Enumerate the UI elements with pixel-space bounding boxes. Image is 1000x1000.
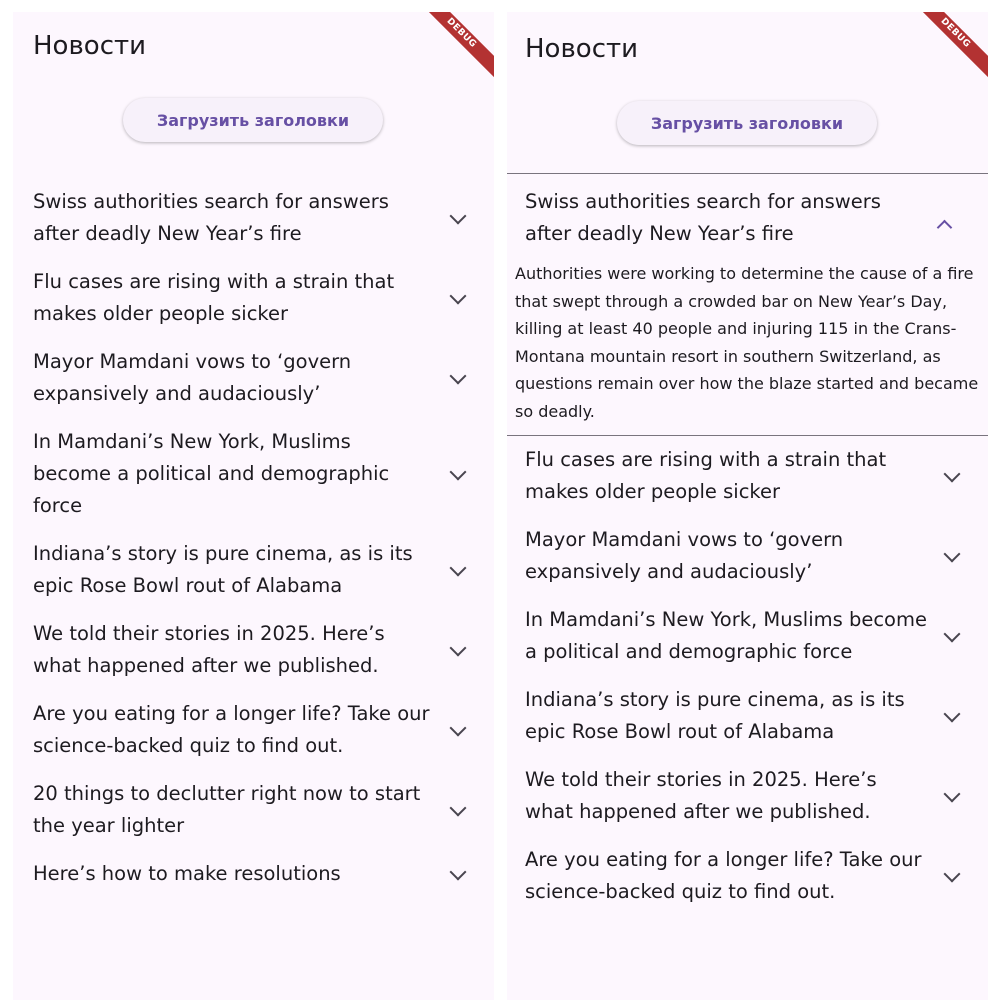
list-item[interactable]: [13, 258, 494, 338]
headline-list: [507, 173, 988, 916]
headline-text: Here’s how to make resolutions: [33, 862, 341, 885]
debug-banner: DEBUG: [908, 12, 988, 81]
list-item[interactable]: [13, 338, 494, 418]
news-screen-collapsed: [13, 12, 494, 1000]
headline-summary: Authorities were working to determine the cause of a fire that swept through a crowded bar on New Year’s Day, killing at least 40 people and injuring 115 in the Crans-Montana mountain resort in southern Switzerland, as questions remain over how the blaze started and became so deadly.: [515, 264, 979, 421]
list-item[interactable]: [13, 770, 494, 850]
list-item[interactable]: [13, 610, 494, 690]
chevron-down-icon: [944, 706, 961, 723]
headline-text: Mayor Mamdani vows to ‘govern expansively and audaciously’: [33, 350, 352, 405]
chevron-down-icon: [450, 288, 467, 305]
headline-text: Mayor Mamdani vows to ‘govern expansively and audaciously’: [525, 528, 844, 583]
list-item[interactable]: [13, 418, 494, 530]
list-item[interactable]: [13, 178, 494, 258]
headline-text: In Mamdani’s New York, Muslims become a political and demographic force: [525, 608, 927, 663]
chevron-down-icon: [944, 546, 961, 563]
load-headlines-button[interactable]: Загрузить заголовки: [123, 98, 383, 142]
chevron-down-icon: [944, 626, 961, 643]
headline-text: Indiana’s story is pure cinema, as is its epic Rose Bowl rout of Alabama: [33, 542, 413, 597]
chevron-down-icon: [450, 208, 467, 225]
list-item[interactable]: [13, 690, 494, 770]
headline-text: Flu cases are rising with a strain that makes older people sicker: [525, 448, 887, 503]
headline-text: Flu cases are rising with a strain that makes older people sicker: [33, 270, 395, 325]
list-item[interactable]: [507, 676, 988, 756]
headline-list: [13, 178, 494, 898]
chevron-down-icon: [944, 466, 961, 483]
chevron-down-icon: [944, 786, 961, 803]
load-headlines-button[interactable]: Загрузить заголовки: [617, 101, 877, 145]
chevron-down-icon: [450, 720, 467, 737]
headline-text: In Mamdani’s New York, Muslims become a political and demographic force: [33, 430, 390, 517]
news-screen-expanded: [507, 12, 988, 1000]
list-item[interactable]: [507, 516, 988, 596]
chevron-down-icon: [450, 800, 467, 817]
chevron-down-icon: [944, 866, 961, 883]
headline-text: Swiss authorities search for answers after deadly New Year’s fire: [33, 190, 389, 245]
headline-text: 20 things to declutter right now to start the year lighter: [33, 782, 421, 837]
headline-text: Are you eating for a longer life? Take our science-backed quiz to find out.: [33, 702, 430, 757]
debug-banner: DEBUG: [414, 12, 494, 81]
chevron-down-icon: [450, 560, 467, 577]
list-item[interactable]: [507, 436, 988, 516]
page-title: Новости: [33, 31, 147, 61]
chevron-down-icon: [450, 640, 467, 657]
list-item[interactable]: [13, 850, 494, 898]
headline-text: Indiana’s story is pure cinema, as is its epic Rose Bowl rout of Alabama: [525, 688, 905, 743]
page-title: Новости: [525, 34, 639, 64]
headline-text: Are you eating for a longer life? Take our science-backed quiz to find out.: [525, 848, 922, 903]
chevron-down-icon: [450, 368, 467, 385]
list-item[interactable]: [507, 756, 988, 836]
list-item[interactable]: [507, 836, 988, 916]
list-item-header[interactable]: [507, 174, 988, 260]
list-item[interactable]: [13, 530, 494, 610]
expanded-list-item: [507, 173, 988, 436]
headline-text: We told their stories in 2025. Here’s what happened after we published.: [525, 768, 877, 823]
chevron-down-icon: [450, 864, 467, 881]
chevron-down-icon: [450, 464, 467, 481]
list-item[interactable]: [507, 596, 988, 676]
headline-text: We told their stories in 2025. Here’s what happened after we published.: [33, 622, 385, 677]
headline-text: Swiss authorities search for answers after deadly New Year’s fire: [525, 190, 881, 245]
chevron-up-icon: [937, 220, 953, 236]
